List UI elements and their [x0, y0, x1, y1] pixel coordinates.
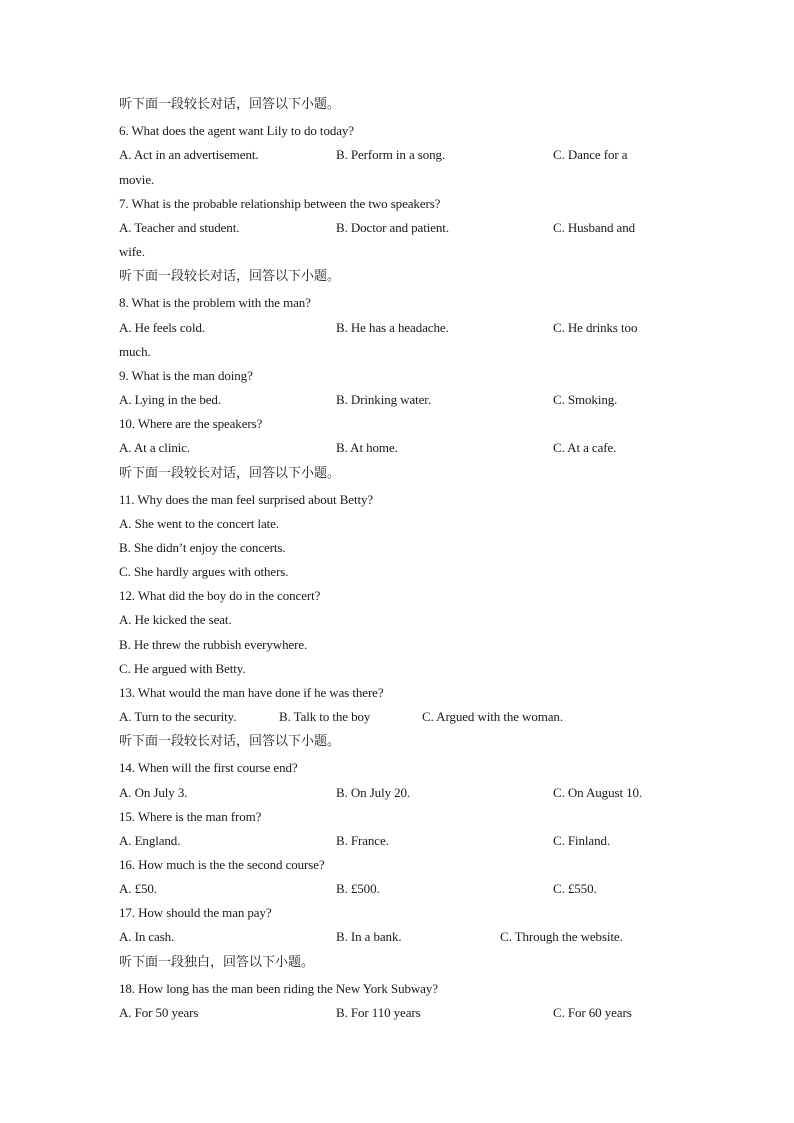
section-heading: 听下面一段较长对话，回答以下小题。: [119, 734, 341, 749]
q11-option-a: A. She went to the concert late.: [119, 516, 279, 531]
question-14: 14. When will the first course end?: [119, 760, 298, 775]
question-9: 9. What is the man doing?: [119, 368, 253, 383]
q15-option-c: C. Finland.: [553, 833, 611, 848]
q16-option-b: B. £500.: [336, 881, 380, 896]
section-heading: 听下面一段较长对话，回答以下小题。: [119, 269, 341, 284]
section-heading: 听下面一段较长对话，回答以下小题。: [119, 466, 341, 481]
q14-option-b: B. On July 20.: [336, 785, 411, 800]
q6-option-b: B. Perform in a song.: [336, 147, 446, 162]
question-6: 6. What does the agent want Lily to do today?: [119, 123, 354, 138]
q6-option-c-continued: movie.: [119, 172, 155, 187]
q8-option-a: A. He feels cold.: [119, 320, 206, 335]
section-heading: 听下面一段较长对话，回答以下小题。: [119, 97, 341, 112]
q11-option-b: B. She didn’t enjoy the concerts.: [119, 540, 286, 555]
q13-option-a: A. Turn to the security.: [119, 709, 237, 724]
question-16: 16. How much is the the second course?: [119, 857, 325, 872]
q18-option-a: A. For 50 years: [119, 1005, 199, 1020]
q17-option-a: A. In cash.: [119, 929, 175, 944]
q8-option-c: C. He drinks too: [553, 320, 638, 335]
q11-option-c: C. She hardly argues with others.: [119, 564, 289, 579]
q14-option-a: A. On July 3.: [119, 785, 188, 800]
q9-option-b: B. Drinking water.: [336, 392, 431, 407]
q16-option-c: C. £550.: [553, 881, 597, 896]
question-11: 11. Why does the man feel surprised about Betty?: [119, 492, 374, 507]
q12-option-a: A. He kicked the seat.: [119, 612, 232, 627]
question-8: 8. What is the problem with the man?: [119, 295, 311, 310]
q10-option-c: C. At a cafe.: [553, 440, 617, 455]
question-17: 17. How should the man pay?: [119, 905, 272, 920]
question-13: 13. What would the man have done if he was there?: [119, 685, 384, 700]
q15-option-b: B. France.: [336, 833, 389, 848]
section-heading: 听下面一段独白，回答以下小题。: [119, 955, 315, 970]
q6-option-a: A. Act in an advertisement.: [119, 147, 259, 162]
q6-option-c: C. Dance for a: [553, 147, 628, 162]
q7-option-b: B. Doctor and patient.: [336, 220, 449, 235]
q16-option-a: A. £50.: [119, 881, 157, 896]
question-12: 12. What did the boy do in the concert?: [119, 588, 321, 603]
q12-option-c: C. He argued with Betty.: [119, 661, 246, 676]
q10-option-a: A. At a clinic.: [119, 440, 191, 455]
q17-option-b: B. In a bank.: [336, 929, 402, 944]
q15-option-a: A. England.: [119, 833, 181, 848]
question-10: 10. Where are the speakers?: [119, 416, 263, 431]
q13-option-b: B. Talk to the boy: [279, 709, 371, 724]
question-7: 7. What is the probable relationship between the two speakers?: [119, 196, 441, 211]
q8-option-b: B. He has a headache.: [336, 320, 449, 335]
q10-option-b: B. At home.: [336, 440, 398, 455]
q8-option-c-continued: much.: [119, 344, 151, 359]
question-15: 15. Where is the man from?: [119, 809, 262, 824]
q13-option-c: C. Argued with the woman.: [422, 709, 563, 724]
q7-option-c-continued: wife.: [119, 244, 145, 259]
question-18: 18. How long has the man been riding the New York Subway?: [119, 981, 438, 996]
q18-option-b: B. For 110 years: [336, 1005, 421, 1020]
q7-option-c: C. Husband and: [553, 220, 636, 235]
q18-option-c: C. For 60 years: [553, 1005, 632, 1020]
q17-option-c: C. Through the website.: [500, 929, 623, 944]
q14-option-c: C. On August 10.: [553, 785, 643, 800]
q12-option-b: B. He threw the rubbish everywhere.: [119, 637, 308, 652]
q9-option-c: C. Smoking.: [553, 392, 618, 407]
q7-option-a: A. Teacher and student.: [119, 220, 240, 235]
q9-option-a: A. Lying in the bed.: [119, 392, 221, 407]
